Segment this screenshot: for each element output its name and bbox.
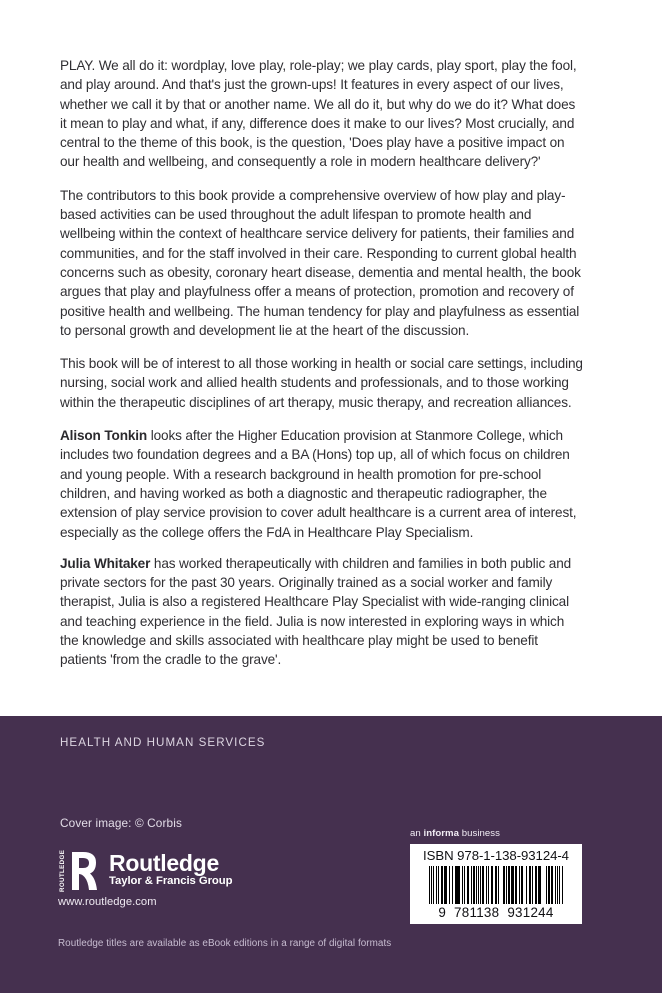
ebook-availability-note: Routledge titles are available as eBook editions in a range of digital formats — [58, 938, 392, 949]
informa-prefix: an — [410, 828, 424, 839]
blurb-paragraph-1: PLAY. We all do it: wordplay, love play, role-play; we play cards, play sport, play the fool, and play around. And that's just the grown-ups! It features in every aspect of our lives, whether we call it by that or another name. We all do it, but why do we do it? What does it mean to play and what, if any, difference does it make to our lives? Most crucially, and central to the theme of this book, is the question, 'Does play have a positive impact on our health and wellbeing, and consequently a role in modern healthcare delivery?' — [60, 58, 577, 170]
author-bio-text-alison-tonkin: looks after the Higher Education provision at Stanmore College, which includes two foundation degrees and a BA (Hons) top up, all of which focus on children and young people. With a research background in health promotion for pre-school children, and having worked as both a diagnostic and therapeutic radiographer, the extension of play service provision to cover adult healthcare is a current area of interest, especially as the college offers the FdA in Healthcare Play Specialism. — [60, 428, 577, 540]
routledge-logo-text — [109, 850, 232, 888]
informa-suffix: business — [459, 828, 500, 839]
author-bio-text-julia-whitaker: has worked therapeutically with children and families in both public and private sectors for the past 30 years. Originally trained as a social worker and family therapist, Julia is also a registered Healthcare Play Specialist with wide-ranging clinical and teaching experience in the field. Julia is now interested in exploring ways in which the knowledge and skills associated with healthcare play might be used to benefit patients 'from the cradle to the grave'. — [60, 555, 572, 668]
author-name-julia-whitaker: Julia Whitaker — [60, 555, 151, 571]
footer-panel — [0, 716, 662, 993]
series-title: HEALTH AND HUMAN SERVICES — [60, 736, 266, 749]
isbn-barcode-block — [410, 844, 582, 924]
cover-image-credit: Cover image: © Corbis — [60, 816, 182, 830]
author-bio-alison-tonkin — [60, 426, 584, 542]
routledge-r-mark-icon — [58, 850, 102, 892]
blurb-paragraph-3: This book will be of interest to all those working in health or social care settings, including nursing, social work and allied health students and professionals, and to those working within the therapeutic disciplines of art therapy, music therapy, and recreation alliances. — [60, 356, 583, 410]
routledge-brand-subtitle: Taylor & Francis Group — [109, 875, 233, 887]
isbn-number: ISBN 978-1-138-93124-4 — [423, 848, 569, 863]
author-bio-julia-whitaker — [60, 554, 584, 670]
routledge-brand-name: Routledge — [109, 850, 219, 876]
routledge-vertical-wordmark: ROUTLEDGE — [59, 849, 66, 892]
informa-business-line — [410, 828, 500, 839]
ean13-barcode-bars — [429, 866, 563, 904]
ean13-digits: 9 781138 931244 — [438, 905, 554, 920]
author-name-alison-tonkin: Alison Tonkin — [60, 428, 148, 444]
informa-brand: informa — [423, 828, 460, 839]
blurb-paragraph-2: The contributors to this book provide a comprehensive overview of how play and play-based activities can be used throughout the adult lifespan to promote health and wellbeing within the context of healthcare service delivery for patients, their families and communities, and for the staff involved in their care. Responding to current global health concerns such as obesity, coronary heart disease, dementia and mental health, the book argues that play and playfulness offer a means of protection, promotion and recovery of positive health and wellbeing. The human tendency for play and playfulness as essential to personal growth and development lie at the heart of the discussion. — [60, 187, 581, 338]
routledge-website-url[interactable]: www.routledge.com — [58, 896, 157, 908]
routledge-logo — [58, 850, 232, 892]
